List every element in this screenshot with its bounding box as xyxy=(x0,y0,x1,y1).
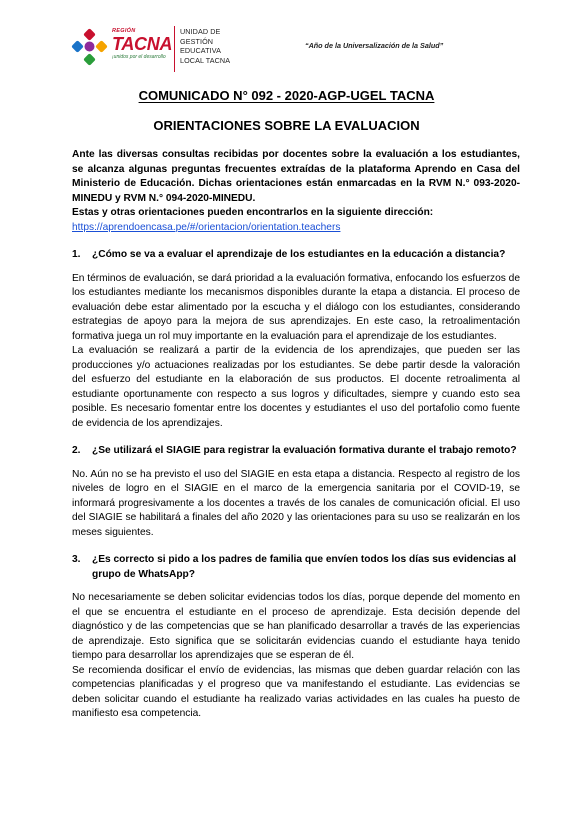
question-number: 2. xyxy=(72,445,81,456)
question-number: 3. xyxy=(72,554,81,565)
answer-paragraph: En términos de evaluación, se dará prioridad a la evaluación formativa, enfocando los esfuerzos de los estudiantes mediante los mecanismos disponibles durante la etapa a distancia. El proceso de evaluación debe estar alimentado por la escucha y el diálogo con los estudiantes, considerando estrategias de apoyo para la mejora de sus aprendizajes. En este caso, la retroalimentación formativa juega un rol muy importante en la evaluación para el aprendizaje de los estudiantes. xyxy=(72,272,520,342)
document-title: COMUNICADO N° 092 - 2020-AGP-UGEL TACNA xyxy=(138,88,435,103)
region-label: REGIÓN xyxy=(112,28,136,34)
question-text: ¿Es correcto si pido a los padres de familia que envíen todos los días sus evidencias al grupo de WhatsApp? xyxy=(92,554,517,580)
question-1 xyxy=(72,248,520,263)
question-text: ¿Cómo se va a evaluar el aprendizaje de los estudiantes en la educación a distancia? xyxy=(92,249,506,260)
question-3 xyxy=(72,553,520,582)
ugel-line: EDUCATIVA xyxy=(180,46,221,55)
answer-paragraph: No necesariamente se deben solicitar evidencias todos los días, porque depende del momento en el que se encuentra el estudiante en el proceso de aprendizaje. Esta decisión depende del diagnóstico y de las competencias que se han planificado desarrollar a través de las experiencias de aprendizaje. Esto significa que se solicitarán evidencias cuando el estudiante haya tenido tiempo para desarrollar los aprendizajes que se esperan de él. xyxy=(72,592,520,661)
document-subtitle: ORIENTACIONES SOBRE LA EVALUACION xyxy=(153,118,420,133)
ugel-line: LOCAL TACNA xyxy=(180,55,231,65)
orientation-link[interactable]: https://aprendoencasa.pe/#/orientacion/orientation.teachers xyxy=(72,221,341,233)
logo-shapes xyxy=(71,28,108,66)
answer-paragraph: No. Aún no se ha previsto el uso del SIAGIE en esta etapa a distancia. Respecto al registro de los niveles de logro en el SIAGIE en el marco de la emergencia sanitaria por el COVID-19, se informará progresivamente a los docentes a través de los canales de comunicación oficial. El uso del SIAGIE se habilitará a finales del año 2020 y las orientaciones para su uso se realizarán en los meses siguientes. xyxy=(72,468,520,538)
ugel-line: UNIDAD DE xyxy=(180,27,221,36)
ugel-line: GESTIÓN xyxy=(180,36,214,46)
link-intro: Estas y otras orientaciones pueden encontrarlos en la siguiente dirección: xyxy=(72,207,434,218)
question-text: ¿Se utilizará el SIAGIE para registrar la evaluación formativa durante el trabajo remoto? xyxy=(92,445,517,456)
answer-paragraph: Se recomienda dosificar el envío de evidencias, las mismas que deben guardar relación con las competencias planificadas y el progreso que va manifestando el estudiante. Las evidencias se deben solicitar cuando el estudiante ha realizado varias actividades en las cuales ha puesto de manifiesto esa competencia. xyxy=(72,664,520,719)
answer-paragraph: La evaluación se realizará a partir de la evidencia de los aprendizajes, que pueden ser las producciones y/o actuaciones realizadas por los estudiantes. Se debe partir desde la valoración del esfuerzo del estudiante en la elaboración de sus productos. El docente retroalimenta al estudiante oportunamente con respecto a sus logros y dificultades, siempre y cuando esto sea posible. Es necesario fomentar entre los docentes y estudiantes el uso del portafolio como fuente de evidencia de los aprendizajes. xyxy=(72,345,520,429)
question-2 xyxy=(72,444,520,459)
document-body xyxy=(72,148,520,722)
region-name: TACNA xyxy=(112,34,173,54)
region-tacna-logo-icon xyxy=(70,28,110,68)
letterhead xyxy=(70,26,530,74)
region-tagline: ¡unidos por el desarrollo xyxy=(112,54,166,60)
question-number: 1. xyxy=(72,249,81,260)
intro-paragraph: Ante las diversas consultas recibidas por docentes sobre la evaluación a los estudiantes, se alcanza algunas preguntas frecuentes extraídas de la plataforma Aprendo en Casa del Ministerio de Educación. Dichas orientaciones están enmarcadas en la RVM N.° 093-2020-MINEDU y RVM N.° 094-2020-MINEDU. xyxy=(72,149,520,204)
ugel-name xyxy=(180,27,260,65)
year-slogan: “Año de la Universalización de la Salud” xyxy=(305,41,444,50)
header-divider xyxy=(174,26,175,72)
